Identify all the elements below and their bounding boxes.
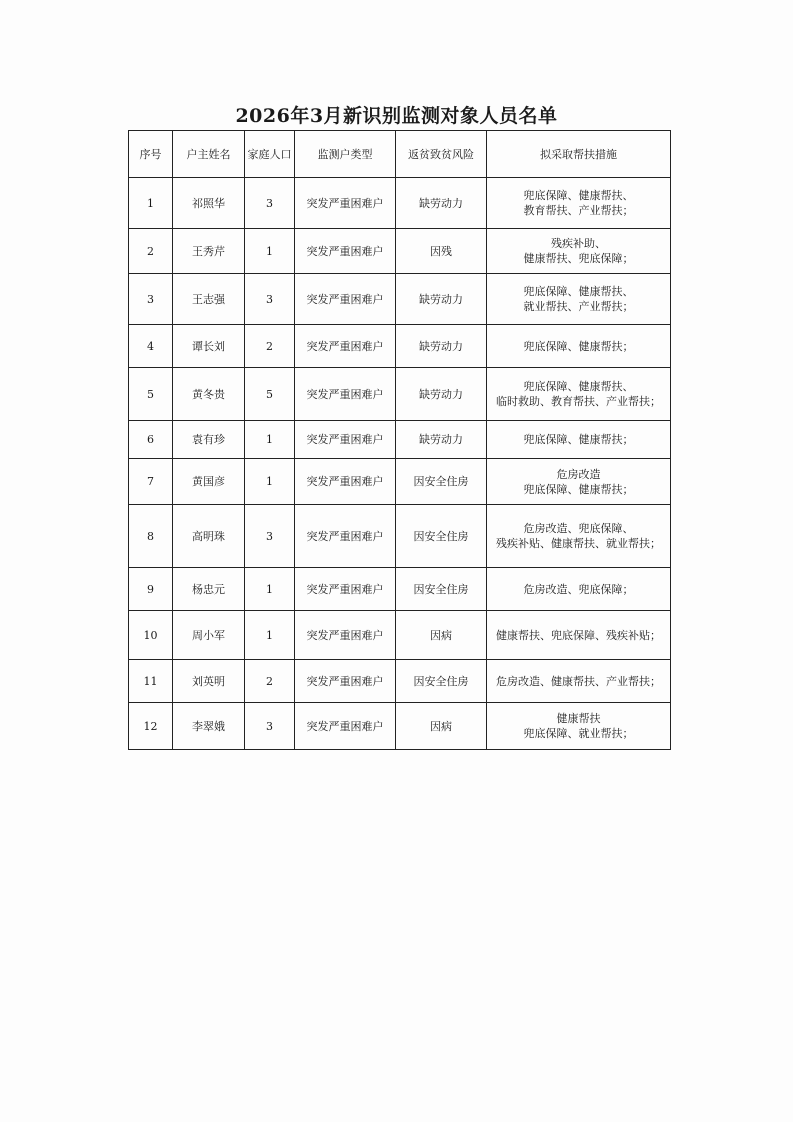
householder-name-cell: 李翠娥: [173, 703, 245, 750]
assistance-measures-cell: 危房改造、兜底保障；: [487, 568, 671, 611]
table-row: [129, 368, 671, 421]
row-number-cell: 10: [129, 611, 173, 660]
poverty-risk-cell: 因残: [396, 229, 487, 274]
row-number-cell: 8: [129, 505, 173, 568]
poverty-risk-cell: 缺劳动力: [396, 368, 487, 421]
table-row: [129, 229, 671, 274]
poverty-risk-cell: 因病: [396, 611, 487, 660]
householder-name-cell: 杨忠元: [173, 568, 245, 611]
column-header-population: 家庭人口: [245, 131, 295, 178]
monitoring-roster-table: [128, 130, 671, 750]
poverty-risk-cell: 因病: [396, 703, 487, 750]
column-header-type: 监测户类型: [295, 131, 396, 178]
poverty-risk-cell: 因安全住房: [396, 505, 487, 568]
row-number-cell: 5: [129, 368, 173, 421]
household-population-cell: 1: [245, 568, 295, 611]
monitoring-type-cell: 突发严重困难户: [295, 611, 396, 660]
monitoring-type-cell: 突发严重困难户: [295, 459, 396, 505]
column-header-name: 户主姓名: [173, 131, 245, 178]
household-population-cell: 3: [245, 178, 295, 229]
poverty-risk-cell: 因安全住房: [396, 459, 487, 505]
poverty-risk-cell: 缺劳动力: [396, 274, 487, 325]
poverty-risk-cell: 缺劳动力: [396, 178, 487, 229]
row-number-cell: 6: [129, 421, 173, 459]
table-row: [129, 611, 671, 660]
row-number-cell: 12: [129, 703, 173, 750]
assistance-measures-cell: 兜底保障、健康帮扶、 教育帮扶、产业帮扶；: [487, 178, 671, 229]
household-population-cell: 5: [245, 368, 295, 421]
row-number-cell: 2: [129, 229, 173, 274]
household-population-cell: 1: [245, 611, 295, 660]
householder-name-cell: 高明珠: [173, 505, 245, 568]
assistance-measures-cell: 危房改造、健康帮扶、产业帮扶；: [487, 660, 671, 703]
householder-name-cell: 周小军: [173, 611, 245, 660]
poverty-risk-cell: 缺劳动力: [396, 325, 487, 368]
table-row: [129, 459, 671, 505]
row-number-cell: 11: [129, 660, 173, 703]
monitoring-type-cell: 突发严重困难户: [295, 505, 396, 568]
table-row: [129, 703, 671, 750]
assistance-measures-cell: 危房改造、兜底保障、 残疾补贴、健康帮扶、就业帮扶；: [487, 505, 671, 568]
assistance-measures-cell: 健康帮扶 兜底保障、就业帮扶；: [487, 703, 671, 750]
monitoring-type-cell: 突发严重困难户: [295, 660, 396, 703]
monitoring-type-cell: 突发严重困难户: [295, 568, 396, 611]
householder-name-cell: 袁有珍: [173, 421, 245, 459]
household-population-cell: 3: [245, 703, 295, 750]
monitoring-type-cell: 突发严重困难户: [295, 421, 396, 459]
householder-name-cell: 刘英明: [173, 660, 245, 703]
householder-name-cell: 祁照华: [173, 178, 245, 229]
table-row: [129, 568, 671, 611]
table-row: [129, 421, 671, 459]
document-title: 2026年3月新识别监测对象人员名单: [235, 105, 558, 127]
row-number-cell: 9: [129, 568, 173, 611]
column-header-risk: 返贫致贫风险: [396, 131, 487, 178]
household-population-cell: 1: [245, 421, 295, 459]
row-number-cell: 7: [129, 459, 173, 505]
assistance-measures-cell: 危房改造 兜底保障、健康帮扶；: [487, 459, 671, 505]
row-number-cell: 1: [129, 178, 173, 229]
assistance-measures-cell: 健康帮扶、兜底保障、残疾补贴；: [487, 611, 671, 660]
poverty-risk-cell: 因安全住房: [396, 660, 487, 703]
table-row: [129, 178, 671, 229]
monitoring-type-cell: 突发严重困难户: [295, 274, 396, 325]
assistance-measures-cell: 兜底保障、健康帮扶；: [487, 325, 671, 368]
assistance-measures-cell: 兜底保障、健康帮扶；: [487, 421, 671, 459]
table-header-row: [129, 131, 671, 178]
householder-name-cell: 王秀芹: [173, 229, 245, 274]
column-header-no: 序号: [129, 131, 173, 178]
household-population-cell: 1: [245, 459, 295, 505]
monitoring-type-cell: 突发严重困难户: [295, 178, 396, 229]
monitoring-type-cell: 突发严重困难户: [295, 229, 396, 274]
householder-name-cell: 黄冬贵: [173, 368, 245, 421]
table-row: [129, 325, 671, 368]
household-population-cell: 3: [245, 274, 295, 325]
row-number-cell: 4: [129, 325, 173, 368]
assistance-measures-cell: 残疾补助、 健康帮扶、兜底保障；: [487, 229, 671, 274]
monitoring-type-cell: 突发严重困难户: [295, 325, 396, 368]
row-number-cell: 3: [129, 274, 173, 325]
household-population-cell: 1: [245, 229, 295, 274]
household-population-cell: 2: [245, 660, 295, 703]
householder-name-cell: 黄国彦: [173, 459, 245, 505]
monitoring-type-cell: 突发严重困难户: [295, 368, 396, 421]
assistance-measures-cell: 兜底保障、健康帮扶、 临时救助、教育帮扶、产业帮扶；: [487, 368, 671, 421]
householder-name-cell: 王志强: [173, 274, 245, 325]
household-population-cell: 3: [245, 505, 295, 568]
column-header-measures: 拟采取帮扶措施: [487, 131, 671, 178]
poverty-risk-cell: 缺劳动力: [396, 421, 487, 459]
table-row: [129, 274, 671, 325]
monitoring-type-cell: 突发严重困难户: [295, 703, 396, 750]
poverty-risk-cell: 因安全住房: [396, 568, 487, 611]
table-row: [129, 505, 671, 568]
table-row: [129, 660, 671, 703]
householder-name-cell: 谭长刘: [173, 325, 245, 368]
assistance-measures-cell: 兜底保障、健康帮扶、 就业帮扶、产业帮扶；: [487, 274, 671, 325]
household-population-cell: 2: [245, 325, 295, 368]
